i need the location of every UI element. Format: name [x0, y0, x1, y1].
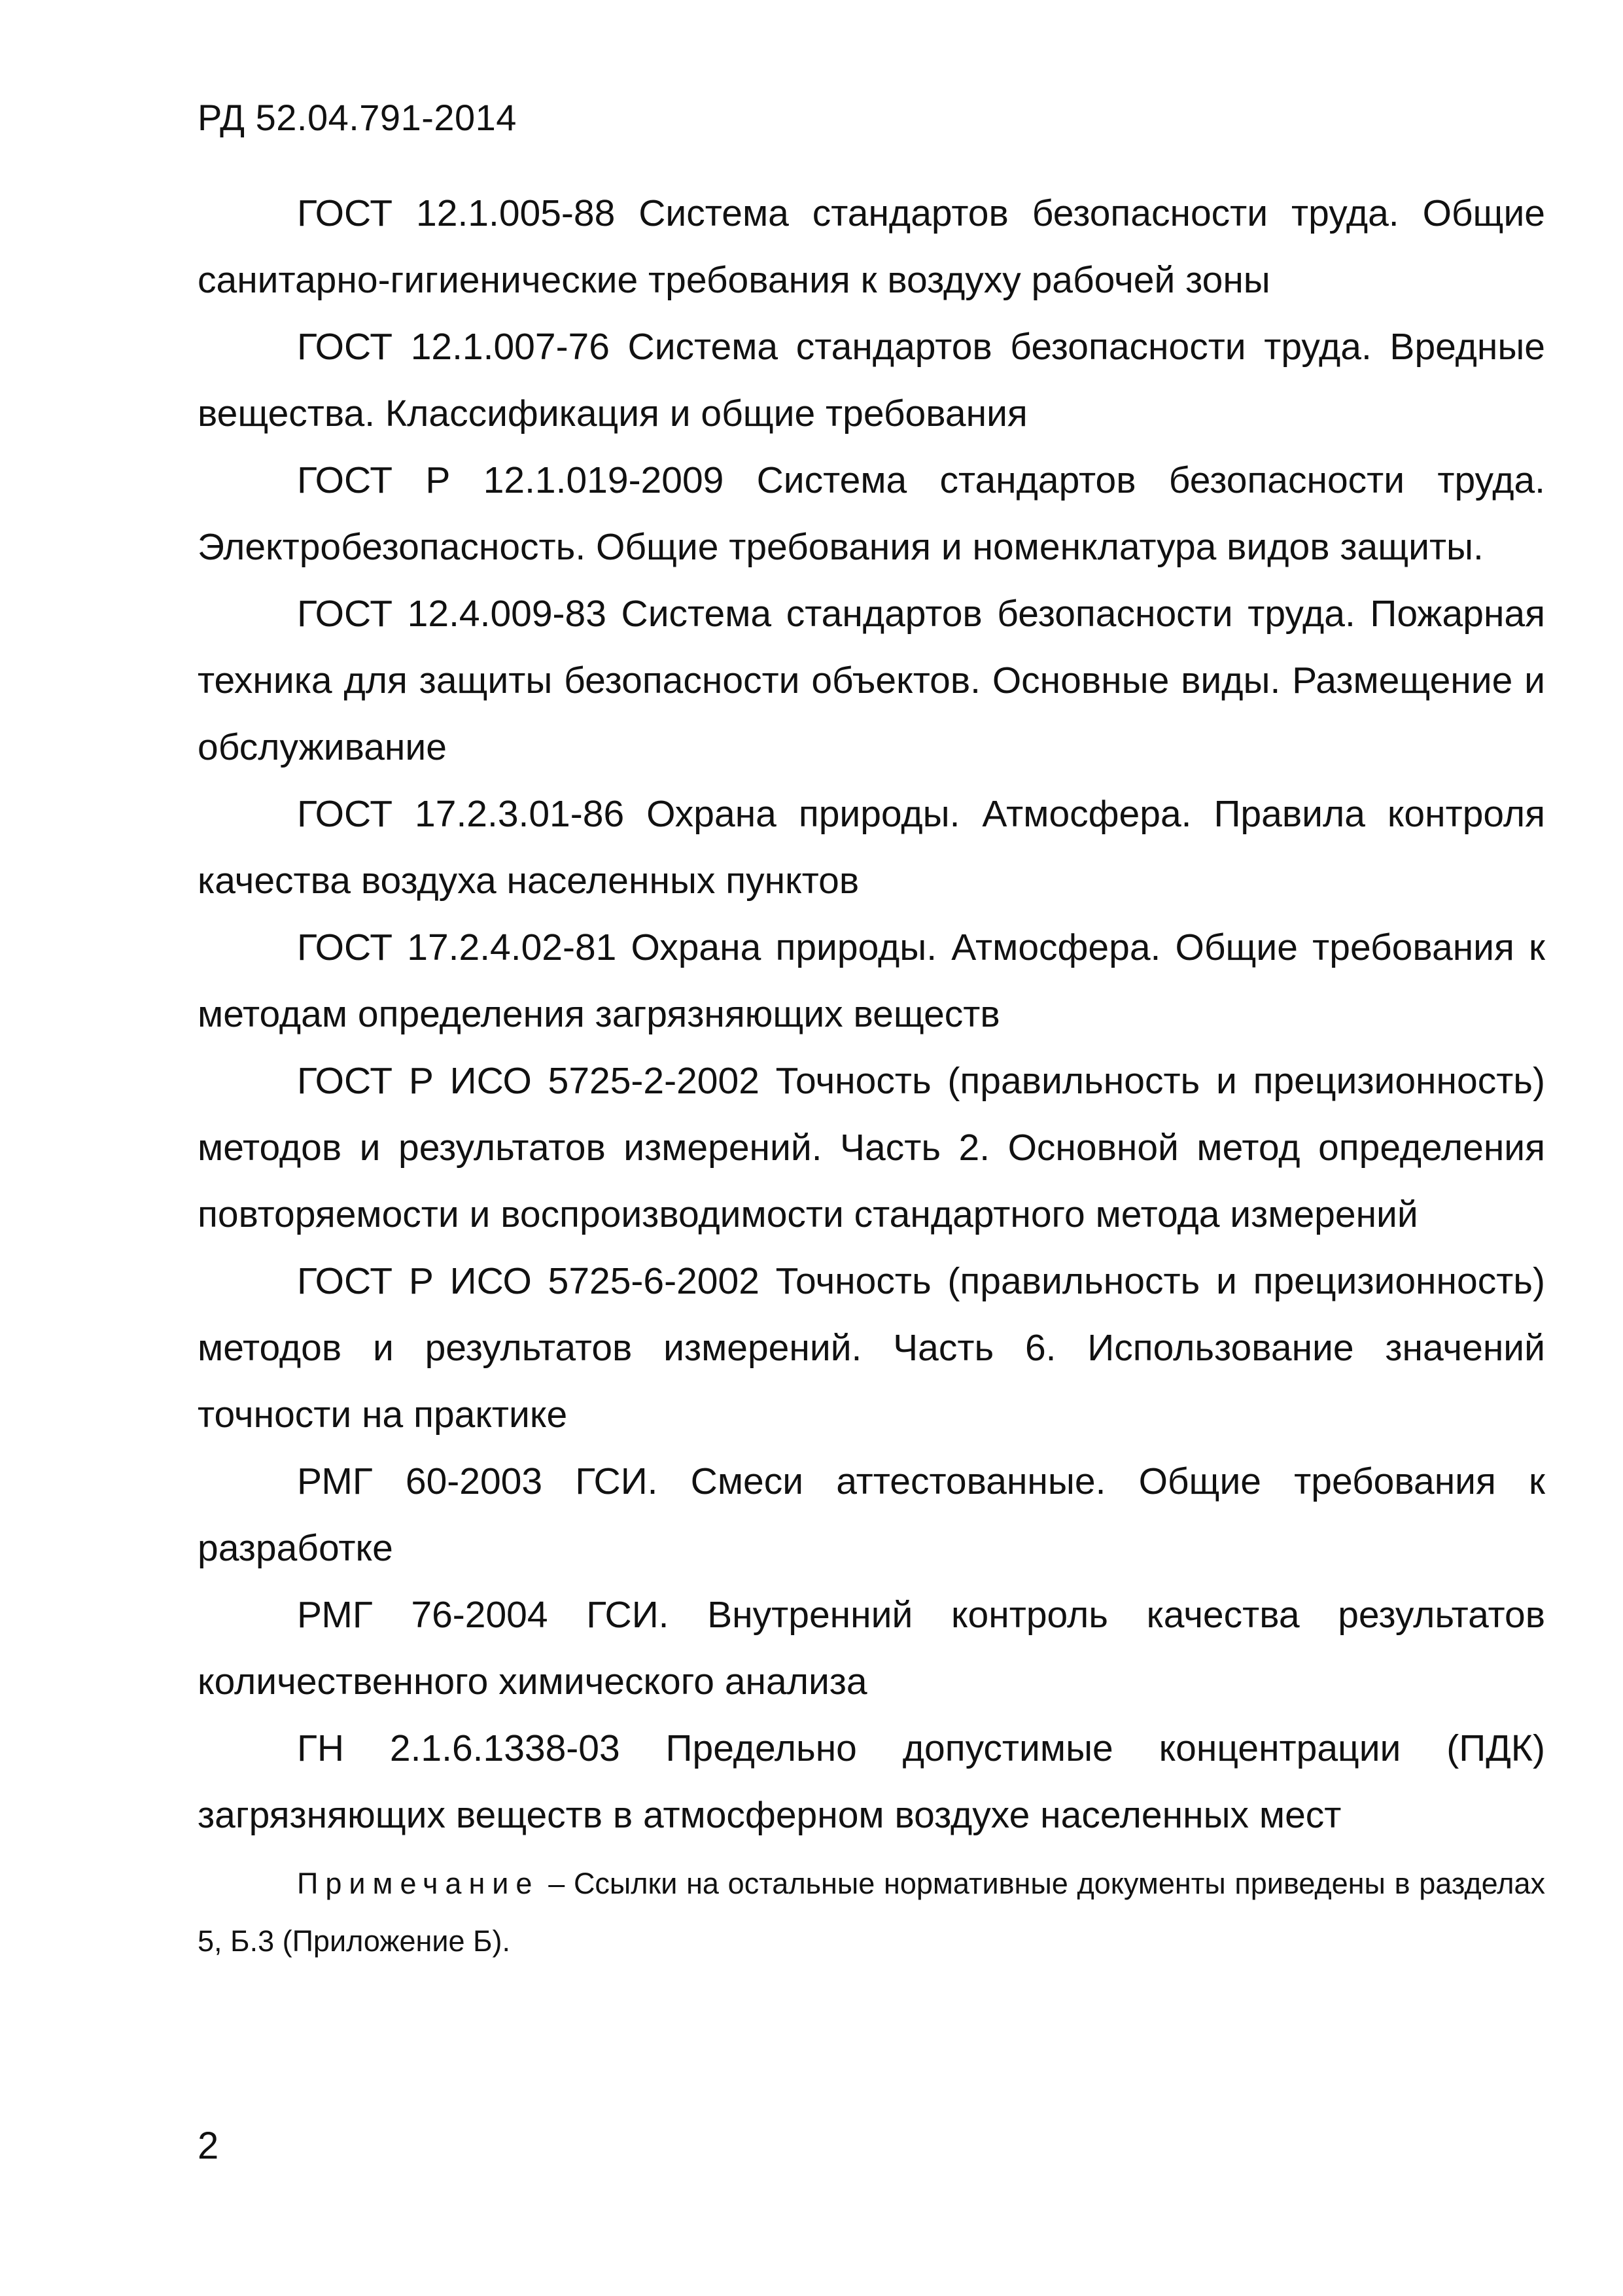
reference-item: РМГ 76-2004 ГСИ. Внутренний контроль качества результатов количественного химического анализа [198, 1594, 1545, 1703]
reference-item: ГОСТ 12.4.009-83 Система стандартов безопасности труда. Пожарная техника для защиты безопасности объектов. Основные виды. Размещение и обслуживание [198, 593, 1545, 768]
note-separator: – [539, 1867, 574, 1900]
reference-item: ГОСТ Р 12.1.019-2009 Система стандартов безопасности труда. Электробезопасность. Общие требования и номенклатура видов защиты. [198, 459, 1545, 568]
note-text: Ссылки на остальные нормативные документы приведены в разделах 5, Б.3 (Приложение Б). [198, 1867, 1545, 1958]
reference-item: ГОСТ 17.2.4.02-81 Охрана природы. Атмосфера. Общие требования к методам определения загрязняющих веществ [198, 927, 1545, 1035]
reference-item: РМГ 60-2003 ГСИ. Смеси аттестованные. Общие требования к разработке [198, 1460, 1545, 1569]
note-label: Примечание [297, 1867, 540, 1900]
reference-item: ГОСТ Р ИСО 5725-6-2002 Точность (правильность и прецизионность) методов и результатов измерений. Часть 6. Использование значений точности на практике [198, 1260, 1545, 1436]
document-code-header: РД 52.04.791-2014 [198, 97, 517, 138]
normative-references-section [198, 180, 1545, 1970]
reference-item: ГОСТ 12.1.007-76 Система стандартов безопасности труда. Вредные вещества. Классификация и общие требования [198, 326, 1545, 434]
page-number: 2 [198, 2125, 219, 2167]
reference-item: ГОСТ 12.1.005-88 Система стандартов безопасности труда. Общие санитарно-гигиенические требования к воздуху рабочей зоны [198, 192, 1545, 301]
reference-item: ГН 2.1.6.1338-03 Предельно допустимые концентрации (ПДК) загрязняющих веществ в атмосферном воздухе населенных мест [198, 1727, 1545, 1836]
reference-item: ГОСТ Р ИСО 5725-2-2002 Точность (правильность и прецизионность) методов и результатов измерений. Часть 2. Основной метод определения повторяемости и воспроизводимости стандартного метода измерений [198, 1060, 1545, 1235]
note-paragraph [198, 1855, 1545, 1970]
reference-item: ГОСТ 17.2.3.01-86 Охрана природы. Атмосфера. Правила контроля качества воздуха населенных пунктов [198, 793, 1545, 902]
